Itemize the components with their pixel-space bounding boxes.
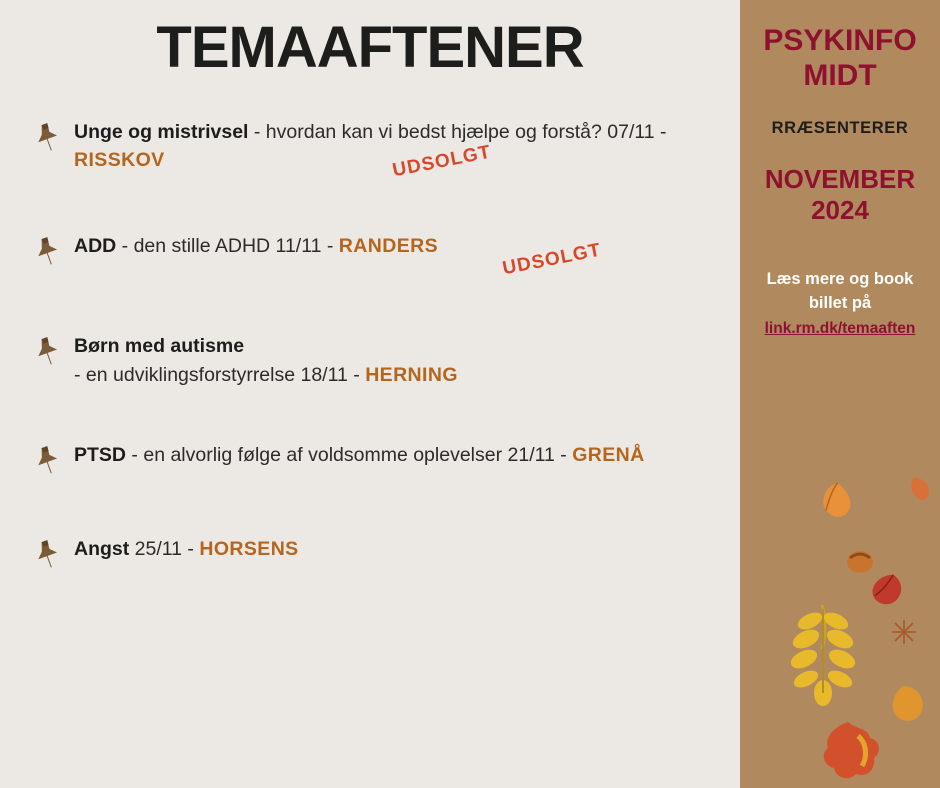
list-item (30, 118, 720, 182)
year-label: 2024 (811, 195, 869, 226)
event-title: PTSD (74, 443, 127, 466)
event-city: HERNING (365, 363, 458, 386)
event-text (74, 441, 645, 469)
event-text (74, 535, 299, 563)
event-description: - en alvorlig følge af voldsomme oplevelser 21/11 - (126, 443, 573, 466)
presents-label: RRÆSENTERER (771, 119, 909, 137)
brand-name (750, 24, 930, 93)
event-city: HORSENS (199, 537, 299, 560)
pushpin-icon (30, 537, 64, 571)
pushpin-icon (30, 443, 64, 477)
date-label (750, 164, 930, 226)
list-item (30, 332, 720, 389)
event-description: - hvordan kan vi bedst hjælpe og forstå? 07/11 - (248, 120, 667, 143)
pushpin-icon (30, 234, 64, 268)
status-badge: UDSOLGT (500, 239, 603, 280)
event-title: Unge og mistrivsel (74, 120, 249, 143)
event-description: - en udviklingsforstyrrelse 18/11 - (74, 363, 366, 386)
brand-line-1: PSYKINFO (763, 24, 917, 57)
event-text (74, 332, 458, 389)
poster-sidebar (740, 0, 940, 788)
autumn-leaves-decoration (740, 440, 940, 788)
booking-link[interactable]: link.rm.dk/temaaften (764, 320, 916, 338)
list-item (30, 441, 720, 485)
month-label: NOVEMBER (764, 164, 916, 194)
event-list (0, 118, 740, 579)
status-badge: UDSOLGT (390, 141, 493, 182)
event-description: - den stille ADHD 11/11 - (116, 235, 339, 258)
booking-line-1: Læs mere og book (766, 270, 914, 289)
list-item (30, 232, 720, 280)
brand-line-2: MIDT (803, 58, 877, 92)
page-title: TEMAAFTENER (156, 15, 584, 80)
booking-info (750, 268, 930, 340)
list-item (30, 535, 720, 579)
event-text (74, 232, 603, 280)
event-text (74, 118, 674, 182)
event-city: RISSKOV (74, 149, 165, 172)
event-description: 25/11 - (129, 537, 200, 560)
event-title: Børn med autisme (74, 335, 245, 358)
event-city: GRENÅ (572, 443, 645, 466)
event-title: ADD (74, 235, 117, 258)
event-city: RANDERS (338, 235, 439, 258)
event-title: Angst (74, 537, 130, 560)
pushpin-icon (30, 120, 64, 154)
booking-line-2: billet på (808, 294, 872, 313)
pushpin-icon (30, 334, 64, 368)
